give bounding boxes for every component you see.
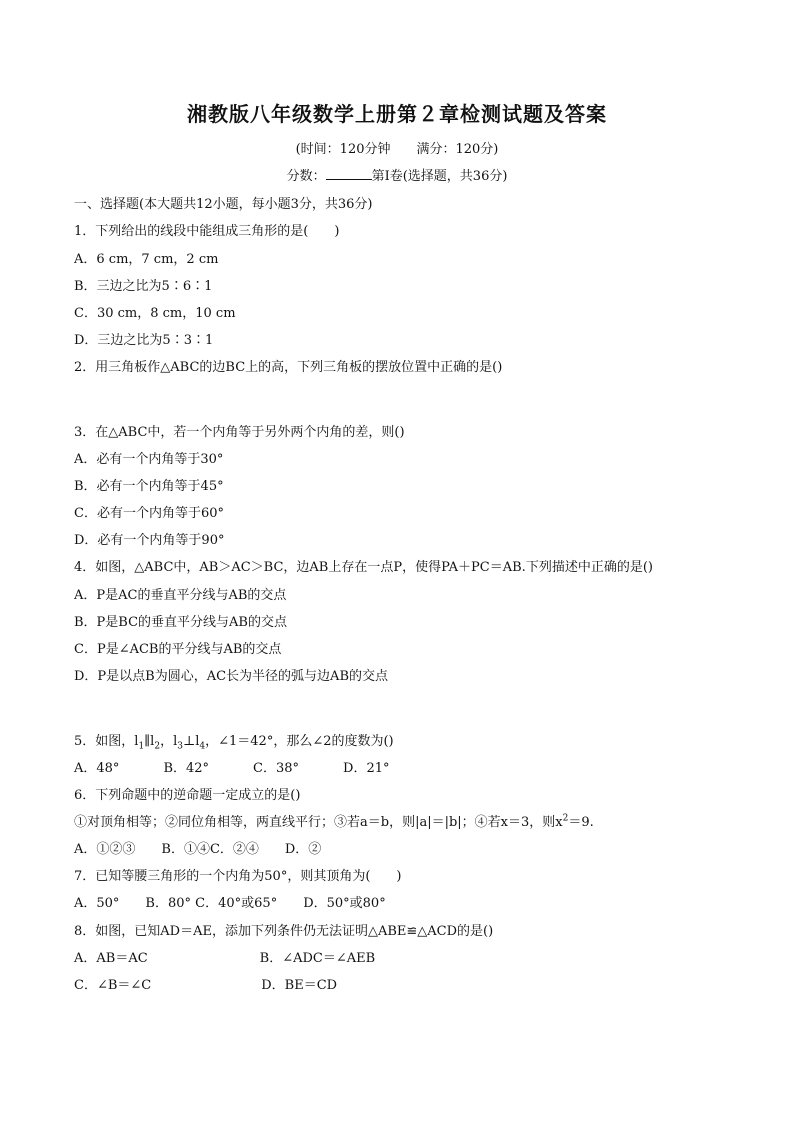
q5-text-a: 5．如图，l xyxy=(74,734,139,749)
question-5-option-b: B．42° xyxy=(163,761,210,776)
question-4-option-d: D．P是以点B为圆心，AC长为半径的弧与边AB的交点 xyxy=(74,669,388,684)
q6-text-b: ＝9. xyxy=(568,815,594,830)
question-3-option-b: B．必有一个内角等于45° xyxy=(74,479,224,494)
question-8-option-a: A．AB＝AC xyxy=(74,951,148,966)
question-5-option-d: D．21° xyxy=(343,761,390,776)
q5-sub-1: 1 xyxy=(138,741,145,752)
question-6-statements xyxy=(74,811,594,830)
question-3-option-c: C．必有一个内角等于60° xyxy=(74,506,224,521)
question-8-option-d: D．BE＝CD xyxy=(261,978,338,993)
question-5-stem xyxy=(74,730,394,752)
question-8-stem: 8．如图，已知AD＝AE，添加下列条件仍无法证明△ABE≌△ACD的是() xyxy=(74,924,494,939)
question-3-option-a: A．必有一个内角等于30° xyxy=(74,452,224,467)
question-8-options-cd xyxy=(74,974,337,993)
question-5-options xyxy=(74,757,390,776)
volume-label: 第Ⅰ卷(选择题，共36分) xyxy=(371,169,508,184)
question-7-options: A．50° B．80° C．40°或65° D．50°或80° xyxy=(74,896,386,911)
exam-time-info: (时间：120分钟 满分：120分) xyxy=(295,142,499,157)
question-1-stem: 1．下列给出的线段中能组成三角形的是( ) xyxy=(74,224,340,239)
question-8-options-ab xyxy=(74,947,375,966)
score-label: 分数： xyxy=(286,169,326,184)
q5-text-b: ∥l xyxy=(144,734,155,749)
score-blank xyxy=(326,167,372,180)
question-3-option-d: D．必有一个内角等于90° xyxy=(74,533,225,548)
question-1-option-d: D．三边之比为5∶3∶1 xyxy=(74,333,214,348)
score-line xyxy=(0,165,794,184)
question-7-stem: 7．已知等腰三角形的一个内角为50°，则其顶角为( ) xyxy=(74,869,402,884)
q6-text-a: ①对顶角相等；②同位角相等，两直线平行；③若a＝b，则|a|＝|b|；④若x＝3，则x xyxy=(74,815,563,830)
question-4-option-c: C．P是∠ACB的平分线与AB的交点 xyxy=(74,642,282,657)
document-title: 湘教版八年级数学上册第２章检测试题及答案 xyxy=(187,102,607,126)
q5-sub-4: 4 xyxy=(199,741,206,752)
question-1-option-b: B．三边之比为5∶6∶1 xyxy=(74,279,213,294)
question-2-stem: 2．用三角板作△ABC的边BC上的高，下列三角板的摆放位置中正确的是() xyxy=(74,360,503,375)
q5-text-c: ，l xyxy=(160,734,178,749)
question-4-stem: 4．如图，△ABC中，AB＞AC＞BC，边AB上存在一点P，使得PA＋PC＝AB.下列描述中正确的是() xyxy=(74,560,653,575)
section-heading: 一、选择题(本大题共12小题，每小题3分，共36分) xyxy=(74,197,373,212)
question-5-option-c: C．38° xyxy=(253,761,300,776)
q5-sub-2: 2 xyxy=(154,741,161,752)
q5-text-e: ，∠1＝42°，那么∠2的度数为() xyxy=(205,734,394,749)
question-1-option-a: A．6 cm，7 cm，2 cm xyxy=(74,252,219,267)
question-3-stem: 3．在△ABC中，若一个内角等于另外两个内角的差，则() xyxy=(74,425,405,440)
q5-sub-3: 3 xyxy=(177,741,183,752)
question-8-option-b: B．∠ADC＝∠AEB xyxy=(259,951,376,966)
question-5-option-a: A．48° xyxy=(74,761,120,776)
q6-exponent: 2 xyxy=(562,813,569,824)
question-4-option-b: B．P是BC的垂直平分线与AB的交点 xyxy=(74,615,287,630)
question-8-option-c: C．∠B＝∠C xyxy=(74,978,152,993)
question-1-option-c: C．30 cm，8 cm，10 cm xyxy=(74,306,236,321)
question-6-options: A．①②③ B．①④C．②④ D．② xyxy=(74,842,322,857)
question-6-stem: 6．下列命题中的逆命题一定成立的是() xyxy=(74,788,301,803)
q5-text-d: ⊥l xyxy=(182,734,200,749)
question-4-option-a: A．P是AC的垂直平分线与AB的交点 xyxy=(74,588,287,603)
